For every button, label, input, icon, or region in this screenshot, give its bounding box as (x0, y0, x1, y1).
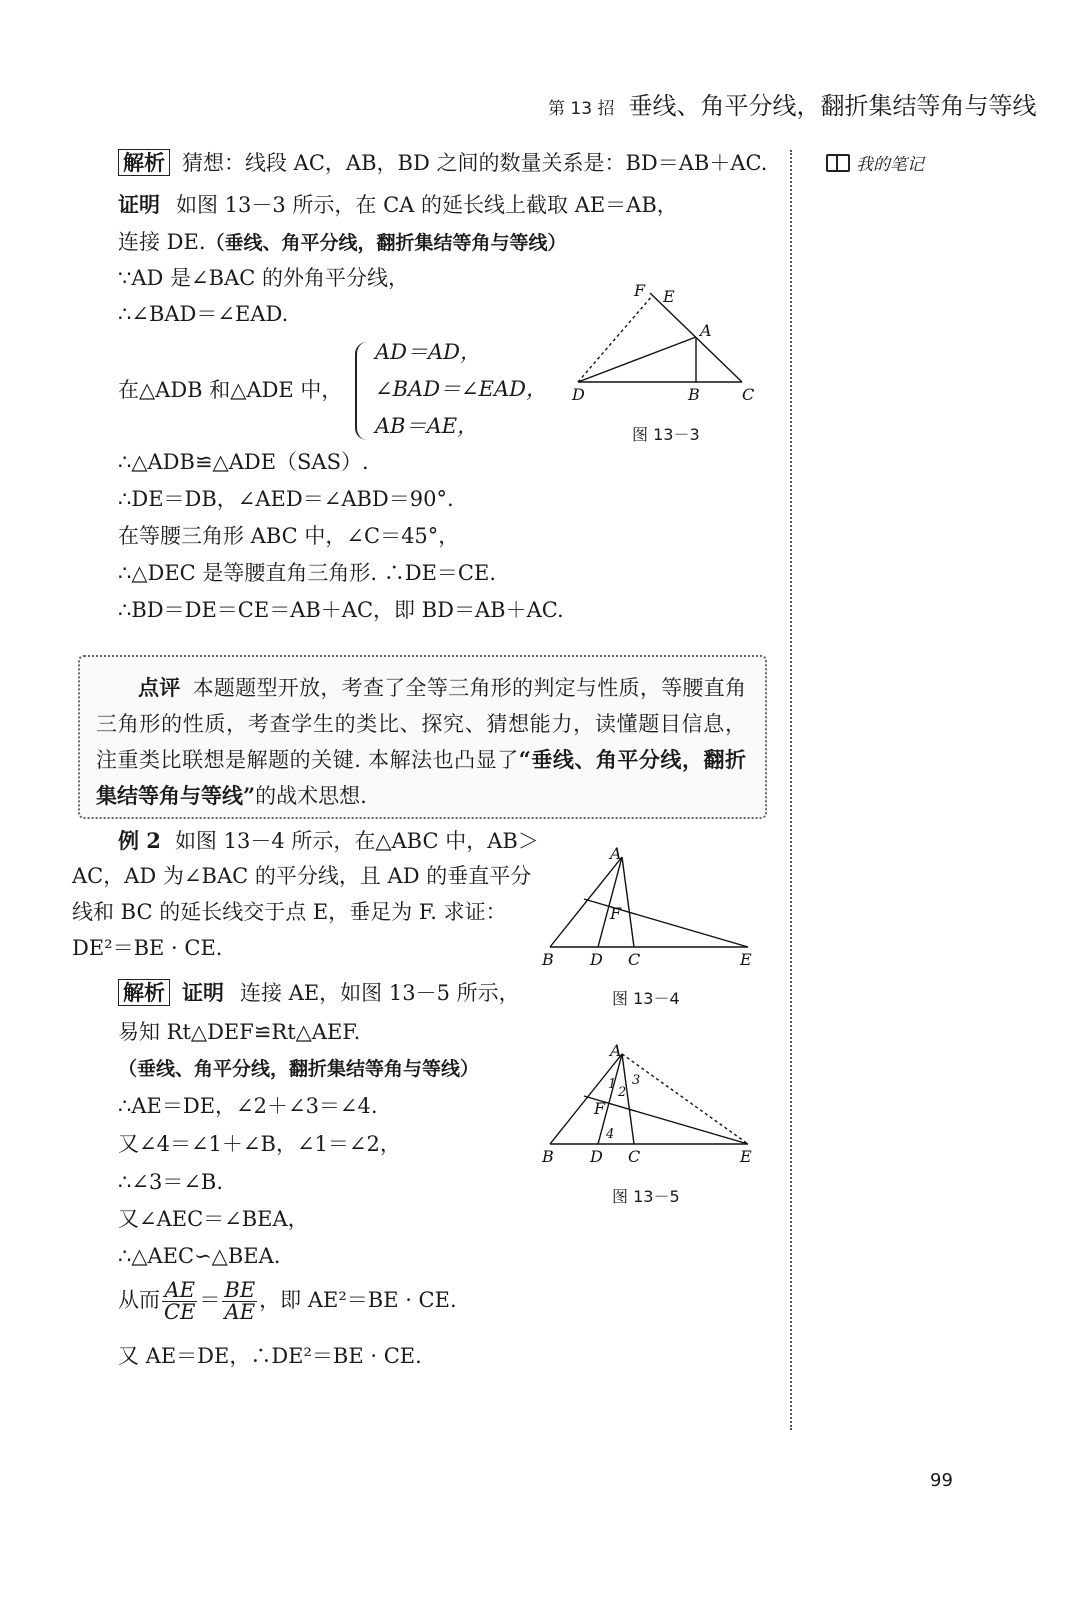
solution2-line-0: 连接 AE，如图 13－5 所示， (240, 981, 520, 1005)
line-fe (584, 899, 748, 947)
chapter-title: 垂线、角平分线，翻折集结等角与等线 (628, 92, 1037, 120)
solution2-line-4: 又∠4＝∠1＋∠B，∠1＝∠2， (118, 1132, 401, 1156)
example2-line-3: DE²＝BE · CE. (72, 936, 223, 960)
solution2-line-2: （垂线、角平分线，翻折集结等角与等线） (118, 1058, 480, 1080)
fraction-be-ae (222, 1280, 257, 1323)
solution1-line-6: AD＝AD， (375, 340, 482, 364)
example2-line-0 (118, 828, 539, 854)
label-4: 4 (606, 1127, 615, 1142)
label-d: D (590, 950, 603, 969)
chapter-number: 第 13 招 (548, 99, 615, 119)
solution1-line-10: ∴DE＝DB，∠AED＝∠ABD＝90°. (118, 487, 454, 511)
label-b: B (688, 385, 700, 404)
label-d: D (572, 385, 585, 404)
comment-body-2: 的战术思想. (255, 784, 367, 809)
solution2-line-1: 易知 Rt△DEF≌Rt△AEF. (118, 1020, 361, 1044)
comment-text (96, 670, 746, 814)
line-ae (622, 1054, 748, 1144)
solution1-connect-line (118, 230, 567, 255)
label-f: F (594, 1099, 606, 1118)
fraction-ae-ce-num: AE (162, 1280, 197, 1302)
solution1-line-5: 在△ADB 和△ADE 中， (118, 378, 343, 402)
notes-divider (790, 150, 792, 1430)
label-e: E (740, 950, 752, 969)
example2-line-1: AC，AD 为∠BAC 的平分线，且 AD 的垂直平分 (72, 864, 532, 888)
running-header (548, 86, 1036, 121)
line-da (578, 337, 696, 382)
fraction-ae-ce-den: CE (164, 1300, 196, 1324)
figure-13-5 (536, 1040, 766, 1170)
page-number: 99 (930, 1470, 953, 1491)
solution1-proof-line (118, 192, 678, 218)
label-3: 3 (632, 1073, 641, 1088)
solution1-guess: 猜想：线段 AC，AB，BD 之间的数量关系是：BD＝AB＋AC. (182, 151, 768, 175)
equals-sign: ＝ (199, 1288, 221, 1312)
fraction-be-ae-den: AE (224, 1300, 256, 1324)
solution1-line-7: ∠BAD＝∠EAD， (375, 377, 547, 401)
label-a: A (610, 844, 622, 863)
comment-emphasis: “垂线、角平分线，翻折集结等角与等线” (96, 747, 746, 809)
figure-13-5-caption: 图 13－5 (612, 1187, 680, 1206)
solution2-fraction-line (118, 1280, 457, 1323)
label-b: B (542, 950, 554, 969)
comment-body-1: 本题题型开放，考查了全等三角形的判定与性质，等腰直角三角形的性质，考查学生的类比、探究、猜想能力，读懂题目信息，注重类比联想是解题的关键. 本解法也凸显了 (96, 676, 746, 773)
solution1-tag: 解析 (118, 149, 170, 176)
label-a: A (700, 321, 712, 340)
solution2-tag: 解析 (118, 979, 170, 1006)
solution1-proof-label: 证明 (118, 192, 160, 217)
comment-label: 点评 (138, 675, 181, 700)
solution1-line-12: ∴△DEC 是等腰直角三角形. ∴DE＝CE. (118, 561, 497, 585)
solution2-line-6: 又∠AEC＝∠BEA， (118, 1207, 309, 1231)
example2-text-0: 如图 13－4 所示，在△ABC 中，AB＞ (174, 829, 539, 853)
solution2-first-line (118, 980, 520, 1006)
label-f: F (634, 281, 646, 300)
label-c: C (628, 950, 641, 969)
example2-label: 例 2 (118, 828, 161, 853)
figure-13-4 (536, 843, 766, 973)
label-e: E (740, 1147, 752, 1166)
label-c: C (742, 385, 755, 404)
label-c: C (628, 1147, 641, 1166)
line-ad (598, 857, 622, 947)
label-b: B (542, 1147, 554, 1166)
notes-text: 我的笔记 (856, 155, 924, 175)
label-a: A (610, 1041, 622, 1060)
system-brace (355, 342, 371, 440)
solution2-line-10: 又 AE＝DE，∴DE²＝BE · CE. (118, 1344, 422, 1368)
figure-13-3 (570, 278, 770, 418)
example2-line-2: 线和 BC 的延长线交于点 E，垂足为 F. 求证： (72, 900, 507, 924)
label-2: 2 (618, 1085, 627, 1100)
line-ac (622, 857, 634, 947)
line-ab (550, 857, 622, 947)
solution2-line-3: ∴AE＝DE，∠2＋∠3＝∠4. (118, 1094, 378, 1118)
solution1-line-4: ∴∠BAD＝∠EAD. (118, 302, 289, 326)
label-1: 1 (608, 1077, 617, 1092)
solution1-line-13: ∴BD＝DE＝CE＝AB＋AC，即 BD＝AB＋AC. (118, 598, 564, 622)
label-e: E (663, 287, 675, 306)
solution2-line-8: 从而 (118, 1288, 160, 1312)
fraction-ae-ce (162, 1280, 197, 1323)
label-d: D (590, 1147, 603, 1166)
solution1-line-0: 如图 13－3 所示，在 CA 的延长线上截取 AE＝AB， (176, 193, 678, 217)
figure-13-4-caption: 图 13－4 (612, 989, 680, 1008)
solution1-line-9: ∴△ADB≌△ADE（SAS）. (118, 450, 369, 474)
book-icon (826, 154, 850, 172)
figure-13-3-caption: 图 13－3 (632, 425, 700, 444)
solution1-line-8: AB＝AE， (375, 414, 479, 438)
solution2-line-9: ，即 AE²＝BE · CE. (259, 1288, 457, 1312)
solution1-line-1: 连接 DE. (118, 230, 206, 254)
solution1-line-3: ∵AD 是∠BAC 的外角平分线， (118, 266, 409, 290)
line-df (578, 296, 652, 382)
notes-label (826, 150, 924, 175)
solution1-guess-line (118, 150, 767, 176)
solution2-line-7: ∴△AEC∽△BEA. (118, 1244, 281, 1268)
fraction-be-ae-num: BE (224, 1278, 256, 1302)
solution2-line-5: ∴∠3＝∠B. (118, 1170, 224, 1194)
solution1-line-11: 在等腰三角形 ABC 中，∠C＝45°， (118, 524, 460, 548)
label-f: F (610, 904, 622, 923)
solution1-line-2: （垂线、角平分线，翻折集结等角与等线） (205, 232, 567, 254)
solution2-proof-label: 证明 (182, 980, 224, 1005)
